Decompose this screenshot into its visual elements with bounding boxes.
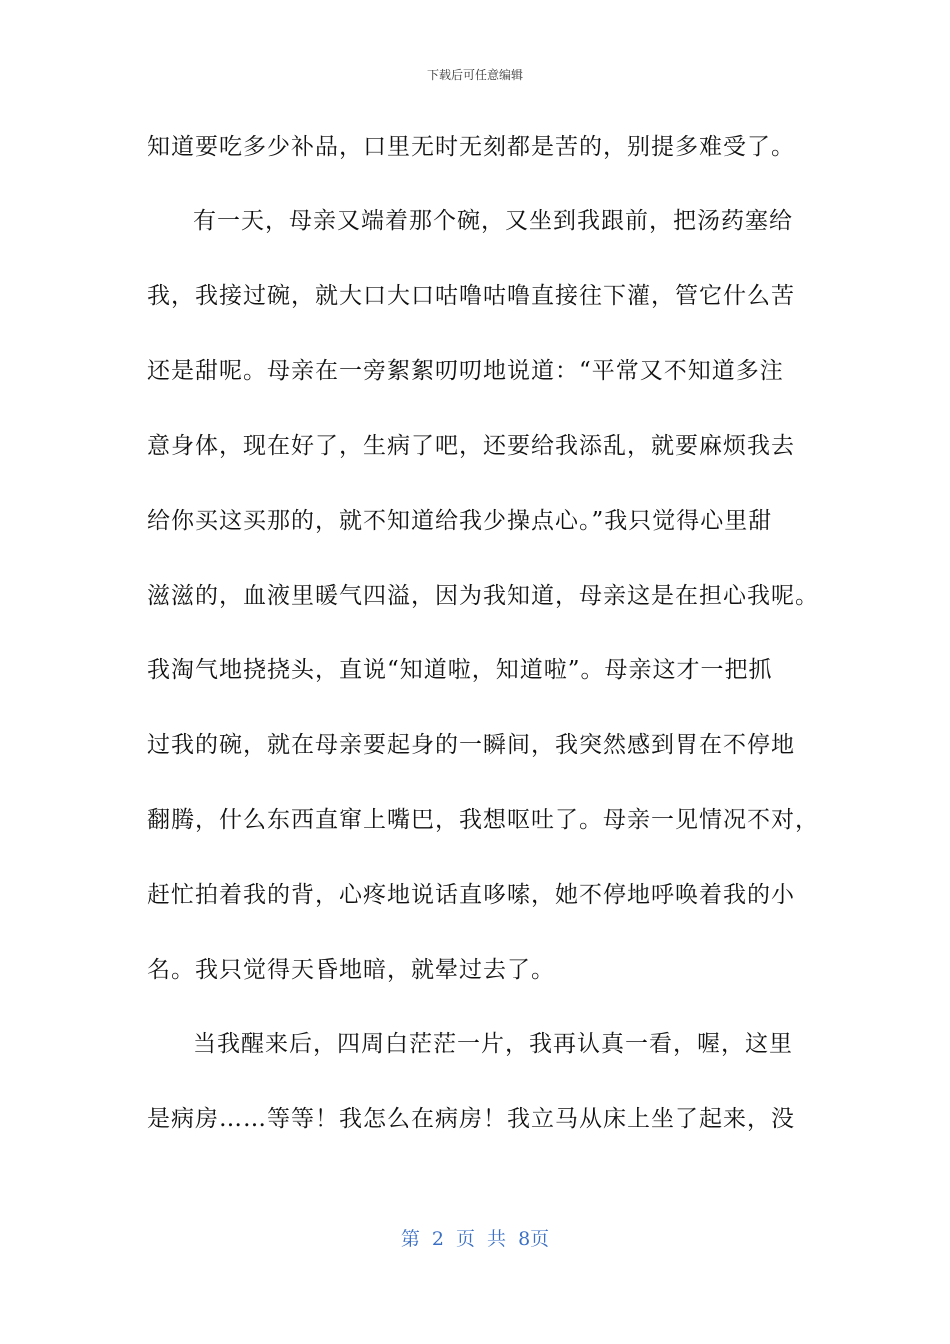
text-line: 我淘气地挠挠头，直说“知道啦，知道啦”。母亲这才一把抓 [147, 657, 773, 683]
page-header: 下载后可任意编辑 [426, 68, 523, 82]
text-line: 赶忙拍着我的背，心疼地说话直哆嗦，她不停地呼唤着我的小 [147, 882, 795, 908]
text-line: 名。我只觉得天昏地暗，就晕过去了。 [147, 957, 555, 983]
text-line: 意身体，现在好了，生病了吧，还要给我添乱，就要麻烦我去 [147, 433, 795, 459]
page-number-footer: 第 2 页 共 8页 [400, 1228, 550, 1250]
text-line: 有一天，母亲又端着那个碗，又坐到我跟前，把汤药塞给 [193, 208, 793, 234]
text-line: 翻腾，什么东西直窜上嘴巴，我想呕吐了。母亲一见情况不对， [147, 807, 819, 833]
text-line: 给你买这买那的，就不知道给我少操点心。”我只觉得心里甜 [147, 508, 773, 534]
text-line: 我，我接过碗，就大口大口咕噜咕噜直接往下灌，管它什么苦 [147, 283, 795, 309]
text-line: 当我醒来后，四周白茫茫一片，我再认真一看，喔，这里 [193, 1031, 793, 1057]
text-line: 还是甜呢。母亲在一旁絮絮叨叨地说道：“平常又不知道多注 [147, 358, 784, 384]
text-line: 滋滋的，血液里暖气四溢，因为我知道，母亲这是在担心我呢。 [147, 583, 819, 609]
text-line: 知道要吃多少补品，口里无时无刻都是苦的，别提多难受了。 [147, 134, 795, 160]
text-line: 过我的碗，就在母亲要起身的一瞬间，我突然感到胃在不停地 [147, 732, 795, 758]
text-line: 是病房……等等！我怎么在病房！我立马从床上坐了起来，没 [147, 1106, 795, 1132]
